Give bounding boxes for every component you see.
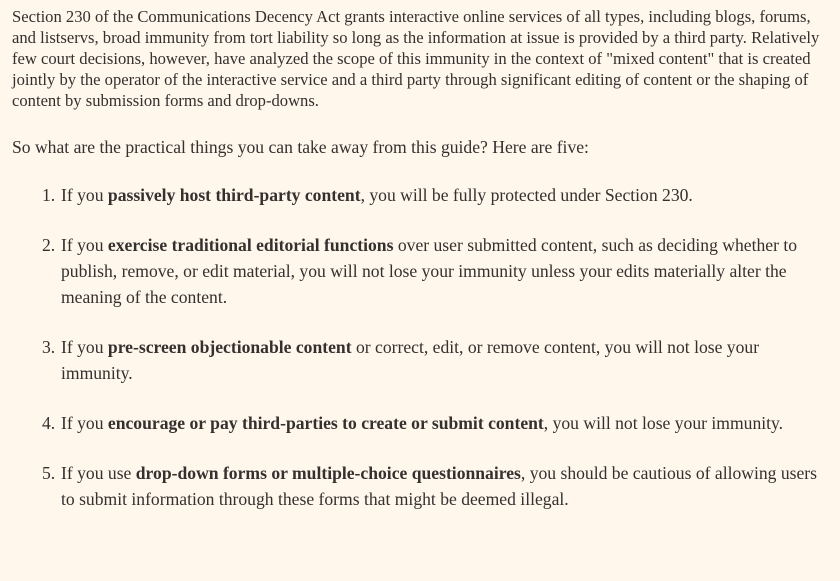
- list-item: [42, 410, 828, 436]
- list-item-prefix: If you: [61, 337, 108, 357]
- list-item-text: , you should be cautious of allowing users to submit information through these forms that might be deemed illegal.: [61, 463, 818, 509]
- list-item-emphasis: passively host third-party content: [107, 185, 361, 205]
- list-item-emphasis: encourage or pay third-parties to create or submit content: [107, 413, 544, 433]
- list-item-prefix: If you: [61, 235, 108, 255]
- list-item: [42, 232, 828, 310]
- list-item-number: 4.: [42, 413, 56, 433]
- list-item-text: , you will be fully protected under Section 230.: [360, 185, 693, 205]
- list-item-text: , you will not lose your immunity.: [543, 413, 784, 433]
- list-item-text: over user submitted content, such as deciding whether to publish, remove, or edit material, you will not lose your immunity unless your edits materially alter the meaning of the content.: [61, 235, 798, 307]
- list-item-number: 3.: [42, 337, 56, 357]
- list-item-number: 2.: [42, 235, 56, 255]
- list-item-prefix: If you: [61, 413, 108, 433]
- lead-paragraph: So what are the practical things you can take away from this guide? Here are five:: [12, 137, 589, 157]
- list-item-prefix: If you: [61, 185, 108, 205]
- intro-paragraph: Section 230 of the Communications Decency Act grants interactive online services of all types, including blogs, forums, and listservs, broad immunity from tort liability so long as the information at issue is provided by a third party. Relatively few court decisions, however, have analyzed the scope of this immunity in the context of "mixed content" that is created jointly by the operator of the interactive service and a third party through significant editing of content or the shaping of content by submission forms and drop-downs.: [12, 7, 820, 110]
- list-item-emphasis: drop-down forms or multiple-choice questionnaires: [135, 463, 521, 483]
- list-item-text: or correct, edit, or remove content, you will not lose your immunity.: [61, 337, 760, 383]
- list-item: [42, 182, 828, 208]
- list-item: [42, 460, 828, 512]
- list-item: [42, 334, 828, 386]
- list-item-number: 5.: [42, 463, 56, 483]
- list-item-emphasis: exercise traditional editorial functions: [107, 235, 394, 255]
- list-item-number: 1.: [42, 185, 56, 205]
- list-item-prefix: If you use: [61, 463, 136, 483]
- takeaways-list: [12, 182, 828, 512]
- list-item-emphasis: pre-screen objectionable content: [107, 337, 352, 357]
